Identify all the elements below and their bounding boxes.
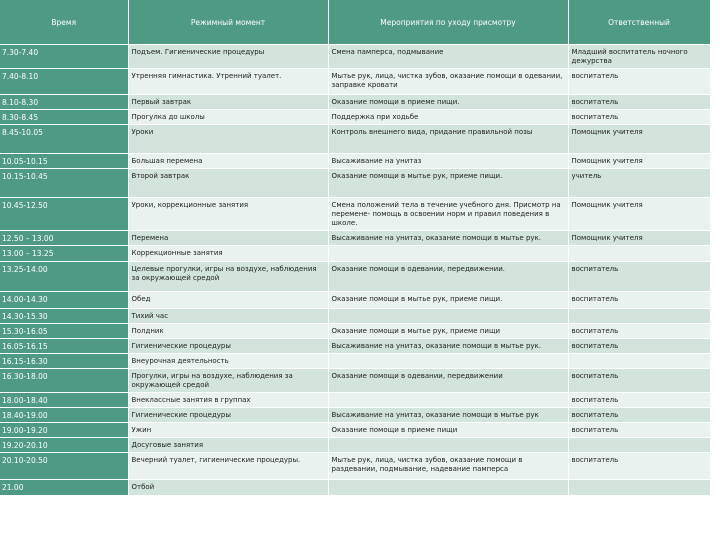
cell-time: 18.40-19.00 bbox=[0, 408, 128, 423]
cell-activity: Ужин bbox=[128, 423, 328, 438]
table-row bbox=[0, 393, 710, 408]
cell-responsible: воспитатель bbox=[568, 262, 710, 292]
table-row bbox=[0, 169, 710, 198]
cell-responsible bbox=[568, 246, 710, 262]
cell-activity: Перемена bbox=[128, 231, 328, 246]
cell-responsible: воспитатель bbox=[568, 408, 710, 423]
table-row bbox=[0, 339, 710, 354]
cell-responsible: воспитатель bbox=[568, 453, 710, 480]
cell-responsible: Помощник учителя bbox=[568, 231, 710, 246]
cell-responsible bbox=[568, 354, 710, 369]
table-row bbox=[0, 154, 710, 169]
cell-care bbox=[328, 480, 568, 495]
table-row bbox=[0, 69, 710, 95]
table-row bbox=[0, 262, 710, 292]
table-row bbox=[0, 324, 710, 339]
cell-activity: Гигиенические процедуры bbox=[128, 408, 328, 423]
cell-time: 8.45-10.05 bbox=[0, 125, 128, 154]
cell-care: Оказание помощи в одевании, передвижении. bbox=[328, 262, 568, 292]
cell-activity: Прогулка до школы bbox=[128, 110, 328, 125]
cell-activity: Коррекционные занятия bbox=[128, 246, 328, 262]
header-activity: Режимный момент bbox=[128, 0, 328, 45]
header-row bbox=[0, 0, 710, 45]
cell-responsible: воспитатель bbox=[568, 369, 710, 393]
cell-responsible: воспитатель bbox=[568, 324, 710, 339]
table-row bbox=[0, 110, 710, 125]
cell-responsible: Помощник учителя bbox=[568, 154, 710, 169]
cell-care: Поддержка при ходьбе bbox=[328, 110, 568, 125]
cell-responsible: воспитатель bbox=[568, 292, 710, 309]
cell-activity: Первый завтрак bbox=[128, 95, 328, 110]
cell-care: Мытье рук, лица, чистка зубов, оказание помощи в одевании, заправке кровати bbox=[328, 69, 568, 95]
cell-care bbox=[328, 354, 568, 369]
header-care: Мероприятия по уходу присмотру bbox=[328, 0, 568, 45]
cell-care: Смена памперса, подмывание bbox=[328, 45, 568, 69]
cell-responsible: учитель bbox=[568, 169, 710, 198]
cell-care bbox=[328, 309, 568, 324]
cell-care: Высаживание на унитаз, оказание помощи в мытье рук. bbox=[328, 231, 568, 246]
cell-activity: Отбой bbox=[128, 480, 328, 495]
cell-time: 13.00 – 13.25 bbox=[0, 246, 128, 262]
table-row bbox=[0, 423, 710, 438]
cell-care: Контроль внешнего вида, придание правильной позы bbox=[328, 125, 568, 154]
cell-activity: Второй завтрак bbox=[128, 169, 328, 198]
table-row bbox=[0, 309, 710, 324]
table-row bbox=[0, 198, 710, 231]
header-responsible: Ответственный bbox=[568, 0, 710, 45]
table-row bbox=[0, 125, 710, 154]
cell-responsible bbox=[568, 309, 710, 324]
cell-activity: Целевые прогулки, игры на воздухе, наблюдения за окружающей средой bbox=[128, 262, 328, 292]
cell-responsible: воспитатель bbox=[568, 423, 710, 438]
cell-activity: Большая перемена bbox=[128, 154, 328, 169]
table-row bbox=[0, 438, 710, 453]
cell-time: 15.30-16.05 bbox=[0, 324, 128, 339]
cell-time: 8.10-8.30 bbox=[0, 95, 128, 110]
cell-activity: Внеурочная деятельность bbox=[128, 354, 328, 369]
cell-care: Оказание помощи в мытье рук, приеме пищи. bbox=[328, 169, 568, 198]
cell-care: Мытье рук, лица, чистка зубов, оказание помощи в раздевании, подмывание, надевание памперса bbox=[328, 453, 568, 480]
cell-care: Оказание помощи в мытье рук, приеме пищи. bbox=[328, 292, 568, 309]
cell-care bbox=[328, 393, 568, 408]
table-row bbox=[0, 354, 710, 369]
cell-responsible: воспитатель bbox=[568, 95, 710, 110]
cell-time: 12.50 – 13.00 bbox=[0, 231, 128, 246]
cell-time: 19.00-19.20 bbox=[0, 423, 128, 438]
cell-time: 13.25-14.00 bbox=[0, 262, 128, 292]
table-row bbox=[0, 231, 710, 246]
cell-activity: Уроки bbox=[128, 125, 328, 154]
cell-time: 10.05-10.15 bbox=[0, 154, 128, 169]
cell-care: Оказание помощи в мытье рук, приеме пищи bbox=[328, 324, 568, 339]
cell-responsible: Младший воспитатель ночного дежурства bbox=[568, 45, 710, 69]
cell-care: Высаживание на унитаз, оказание помощи в мытье рук bbox=[328, 408, 568, 423]
cell-responsible: воспитатель bbox=[568, 110, 710, 125]
cell-activity: Утренняя гимнастика. Утренний туалет. bbox=[128, 69, 328, 95]
cell-responsible: Помощник учителя bbox=[568, 198, 710, 231]
table-row bbox=[0, 369, 710, 393]
cell-time: 7.30-7.40 bbox=[0, 45, 128, 69]
header-time: Время bbox=[0, 0, 128, 45]
table-row bbox=[0, 292, 710, 309]
cell-activity: Полдник bbox=[128, 324, 328, 339]
cell-responsible: воспитатель bbox=[568, 69, 710, 95]
cell-time: 21.00 bbox=[0, 480, 128, 495]
cell-time: 16.15-16.30 bbox=[0, 354, 128, 369]
cell-time: 8.30-8.45 bbox=[0, 110, 128, 125]
schedule-body bbox=[0, 45, 710, 495]
cell-time: 19.20-20.10 bbox=[0, 438, 128, 453]
cell-activity: Вечерний туалет, гигиенические процедуры. bbox=[128, 453, 328, 480]
cell-care: Оказание помощи в приеме пищи. bbox=[328, 95, 568, 110]
cell-responsible bbox=[568, 480, 710, 495]
cell-care bbox=[328, 246, 568, 262]
cell-time: 20.10-20.50 bbox=[0, 453, 128, 480]
cell-activity: Досуговые занятия bbox=[128, 438, 328, 453]
cell-care bbox=[328, 438, 568, 453]
cell-time: 10.15-10.45 bbox=[0, 169, 128, 198]
cell-responsible: воспитатель bbox=[568, 393, 710, 408]
cell-activity: Внеклассные занятия в группах bbox=[128, 393, 328, 408]
cell-time: 14.00-14.30 bbox=[0, 292, 128, 309]
cell-activity: Тихий час bbox=[128, 309, 328, 324]
cell-time: 16.05-16.15 bbox=[0, 339, 128, 354]
cell-care: Высаживание на унитаз, оказание помощи в мытье рук. bbox=[328, 339, 568, 354]
cell-time: 18.00-18.40 bbox=[0, 393, 128, 408]
table-row bbox=[0, 95, 710, 110]
cell-activity: Гигиенические процедуры bbox=[128, 339, 328, 354]
table-row bbox=[0, 408, 710, 423]
cell-responsible: воспитатель bbox=[568, 339, 710, 354]
cell-care: Смена положений тела в течение учебного дня. Присмотр на перемене- помощь в освоении норм и правил поведения в школе. bbox=[328, 198, 568, 231]
cell-time: 10.45-12.50 bbox=[0, 198, 128, 231]
table-row bbox=[0, 246, 710, 262]
cell-activity: Уроки, коррекционные занятия bbox=[128, 198, 328, 231]
cell-care: Оказание помощи в одевании, передвижении bbox=[328, 369, 568, 393]
table-row bbox=[0, 453, 710, 480]
cell-responsible bbox=[568, 438, 710, 453]
cell-time: 16.30-18.00 bbox=[0, 369, 128, 393]
cell-activity: Обед bbox=[128, 292, 328, 309]
cell-care: Оказание помощи в приеме пищи bbox=[328, 423, 568, 438]
cell-time: 7.40-8.10 bbox=[0, 69, 128, 95]
table-row bbox=[0, 45, 710, 69]
cell-care: Высаживание на унитаз bbox=[328, 154, 568, 169]
table-row bbox=[0, 480, 710, 495]
cell-activity: Подъем. Гигиенические процедуры bbox=[128, 45, 328, 69]
cell-activity: Прогулки, игры на воздухе, наблюдения за окружающей средой bbox=[128, 369, 328, 393]
cell-responsible: Помощник учителя bbox=[568, 125, 710, 154]
cell-time: 14.30-15.30 bbox=[0, 309, 128, 324]
